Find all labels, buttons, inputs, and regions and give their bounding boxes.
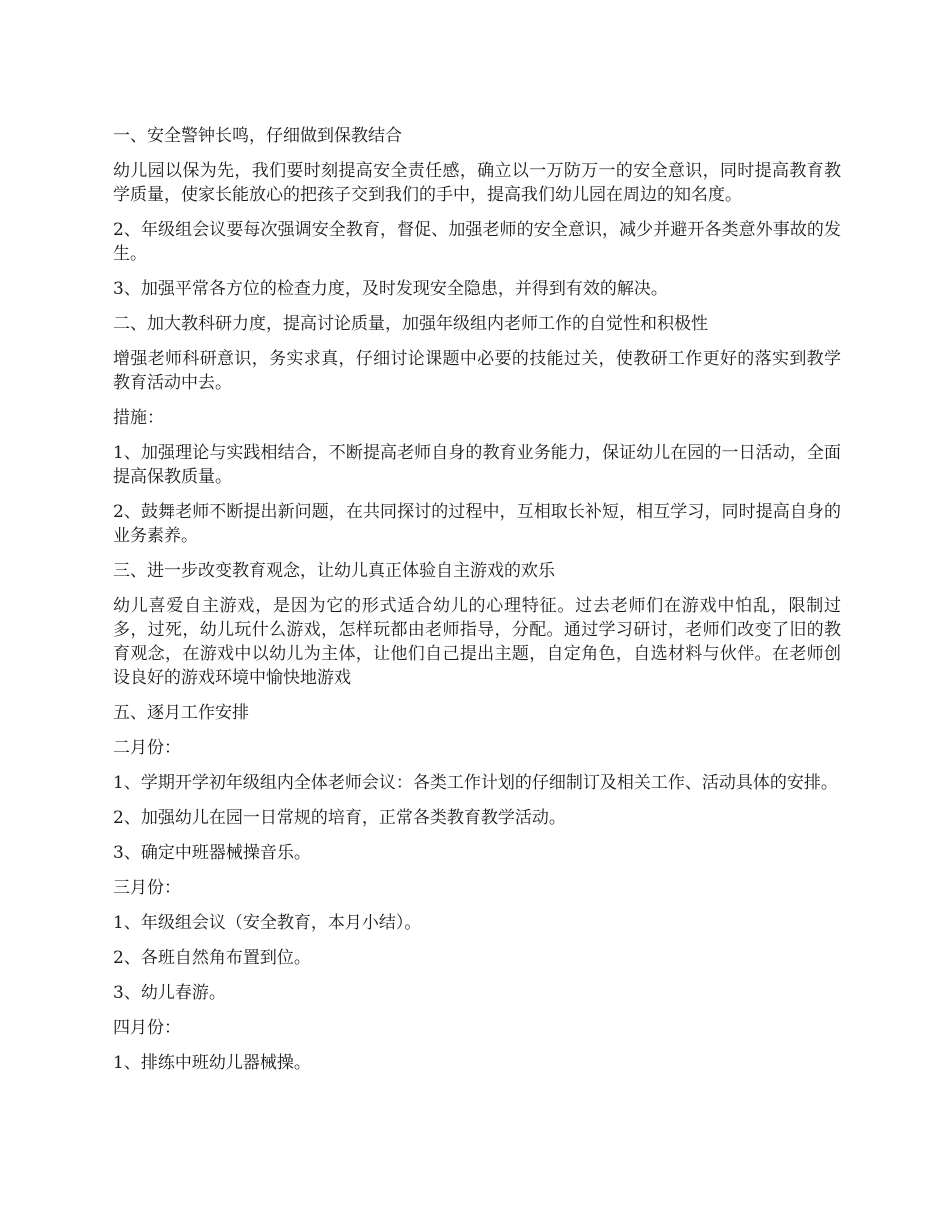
paragraph-feb-item-3: 3、确定中班器械操音乐。 [113,843,311,863]
section-heading-safety: 一、安全警钟长鸣，仔细做到保教结合 [113,126,402,146]
paragraph-feb-item-2: 2、加强幼儿在园一日常规的培育，正常各类教育教学活动。 [113,808,566,828]
paragraph-research-intro: 增强老师科研意识，务实求真，仔细讨论课题中必要的技能过关，使教研工作更好的落实到教学教育活动中去。 [113,349,841,393]
section-heading-monthly: 五、逐月工作安排 [113,703,249,723]
paragraph-safety-item-3: 3、加强平常各方位的检查力度，及时发现安全隐患，并得到有效的解决。 [113,279,668,299]
month-label-april: 四月份： [113,1018,181,1038]
paragraph-measure-2: 2、鼓舞老师不断提出新问题，在共同探讨的过程中，互相取长补短，相互学习，同时提高自身的业务素养。 [113,502,841,546]
paragraph-play-body: 幼儿喜爱自主游戏，是因为它的形式适合幼儿的心理特征。过去老师们在游戏中怕乱，限制过多，过死，幼儿玩什么游戏，怎样玩都由老师指导，分配。通过学习研讨，老师们改变了旧的教育观念，在游戏中以幼儿为主体，让他们自己提出主题，自定角色，自选材料与伙伴。在老师创设良好的游戏环境中愉快地游戏 [113,596,841,688]
paragraph-mar-item-2: 2、各班自然角布置到位。 [113,948,311,968]
document-page [113,124,841,1086]
section-heading-research: 二、加大教科研力度，提高讨论质量，加强年级组内老师工作的自觉性和积极性 [113,314,708,334]
paragraph-mar-item-3: 3、幼儿春游。 [113,983,226,1003]
month-label-february: 二月份： [113,738,181,758]
paragraph-safety-intro: 幼儿园以保为先，我们要时刻提高安全责任感，确立以一万防万一的安全意识，同时提高教育教学质量，使家长能放心的把孩子交到我们的手中，提高我们幼儿园在周边的知名度。 [113,161,841,205]
paragraph-safety-item-2: 2、年级组会议要每次强调安全教育，督促、加强老师的安全意识，减少并避开各类意外事故的发生。 [113,220,841,264]
paragraph-measures-label: 措施： [113,408,164,428]
paragraph-measure-1: 1、加强理论与实践相结合，不断提高老师自身的教育业务能力，保证幼儿在园的一日活动，全面提高保教质量。 [113,443,841,487]
paragraph-mar-item-1: 1、年级组会议（安全教育，本月小结）。 [113,913,422,933]
section-heading-play: 三、进一步改变教育观念，让幼儿真正体验自主游戏的欢乐 [113,561,555,581]
paragraph-apr-item-1: 1、排练中班幼儿器械操。 [113,1053,311,1073]
paragraph-feb-item-1: 1、学期开学初年级组内全体老师会议：各类工作计划的仔细制订及相关工作、活动具体的安排。 [113,773,838,793]
month-label-march: 三月份： [113,878,181,898]
